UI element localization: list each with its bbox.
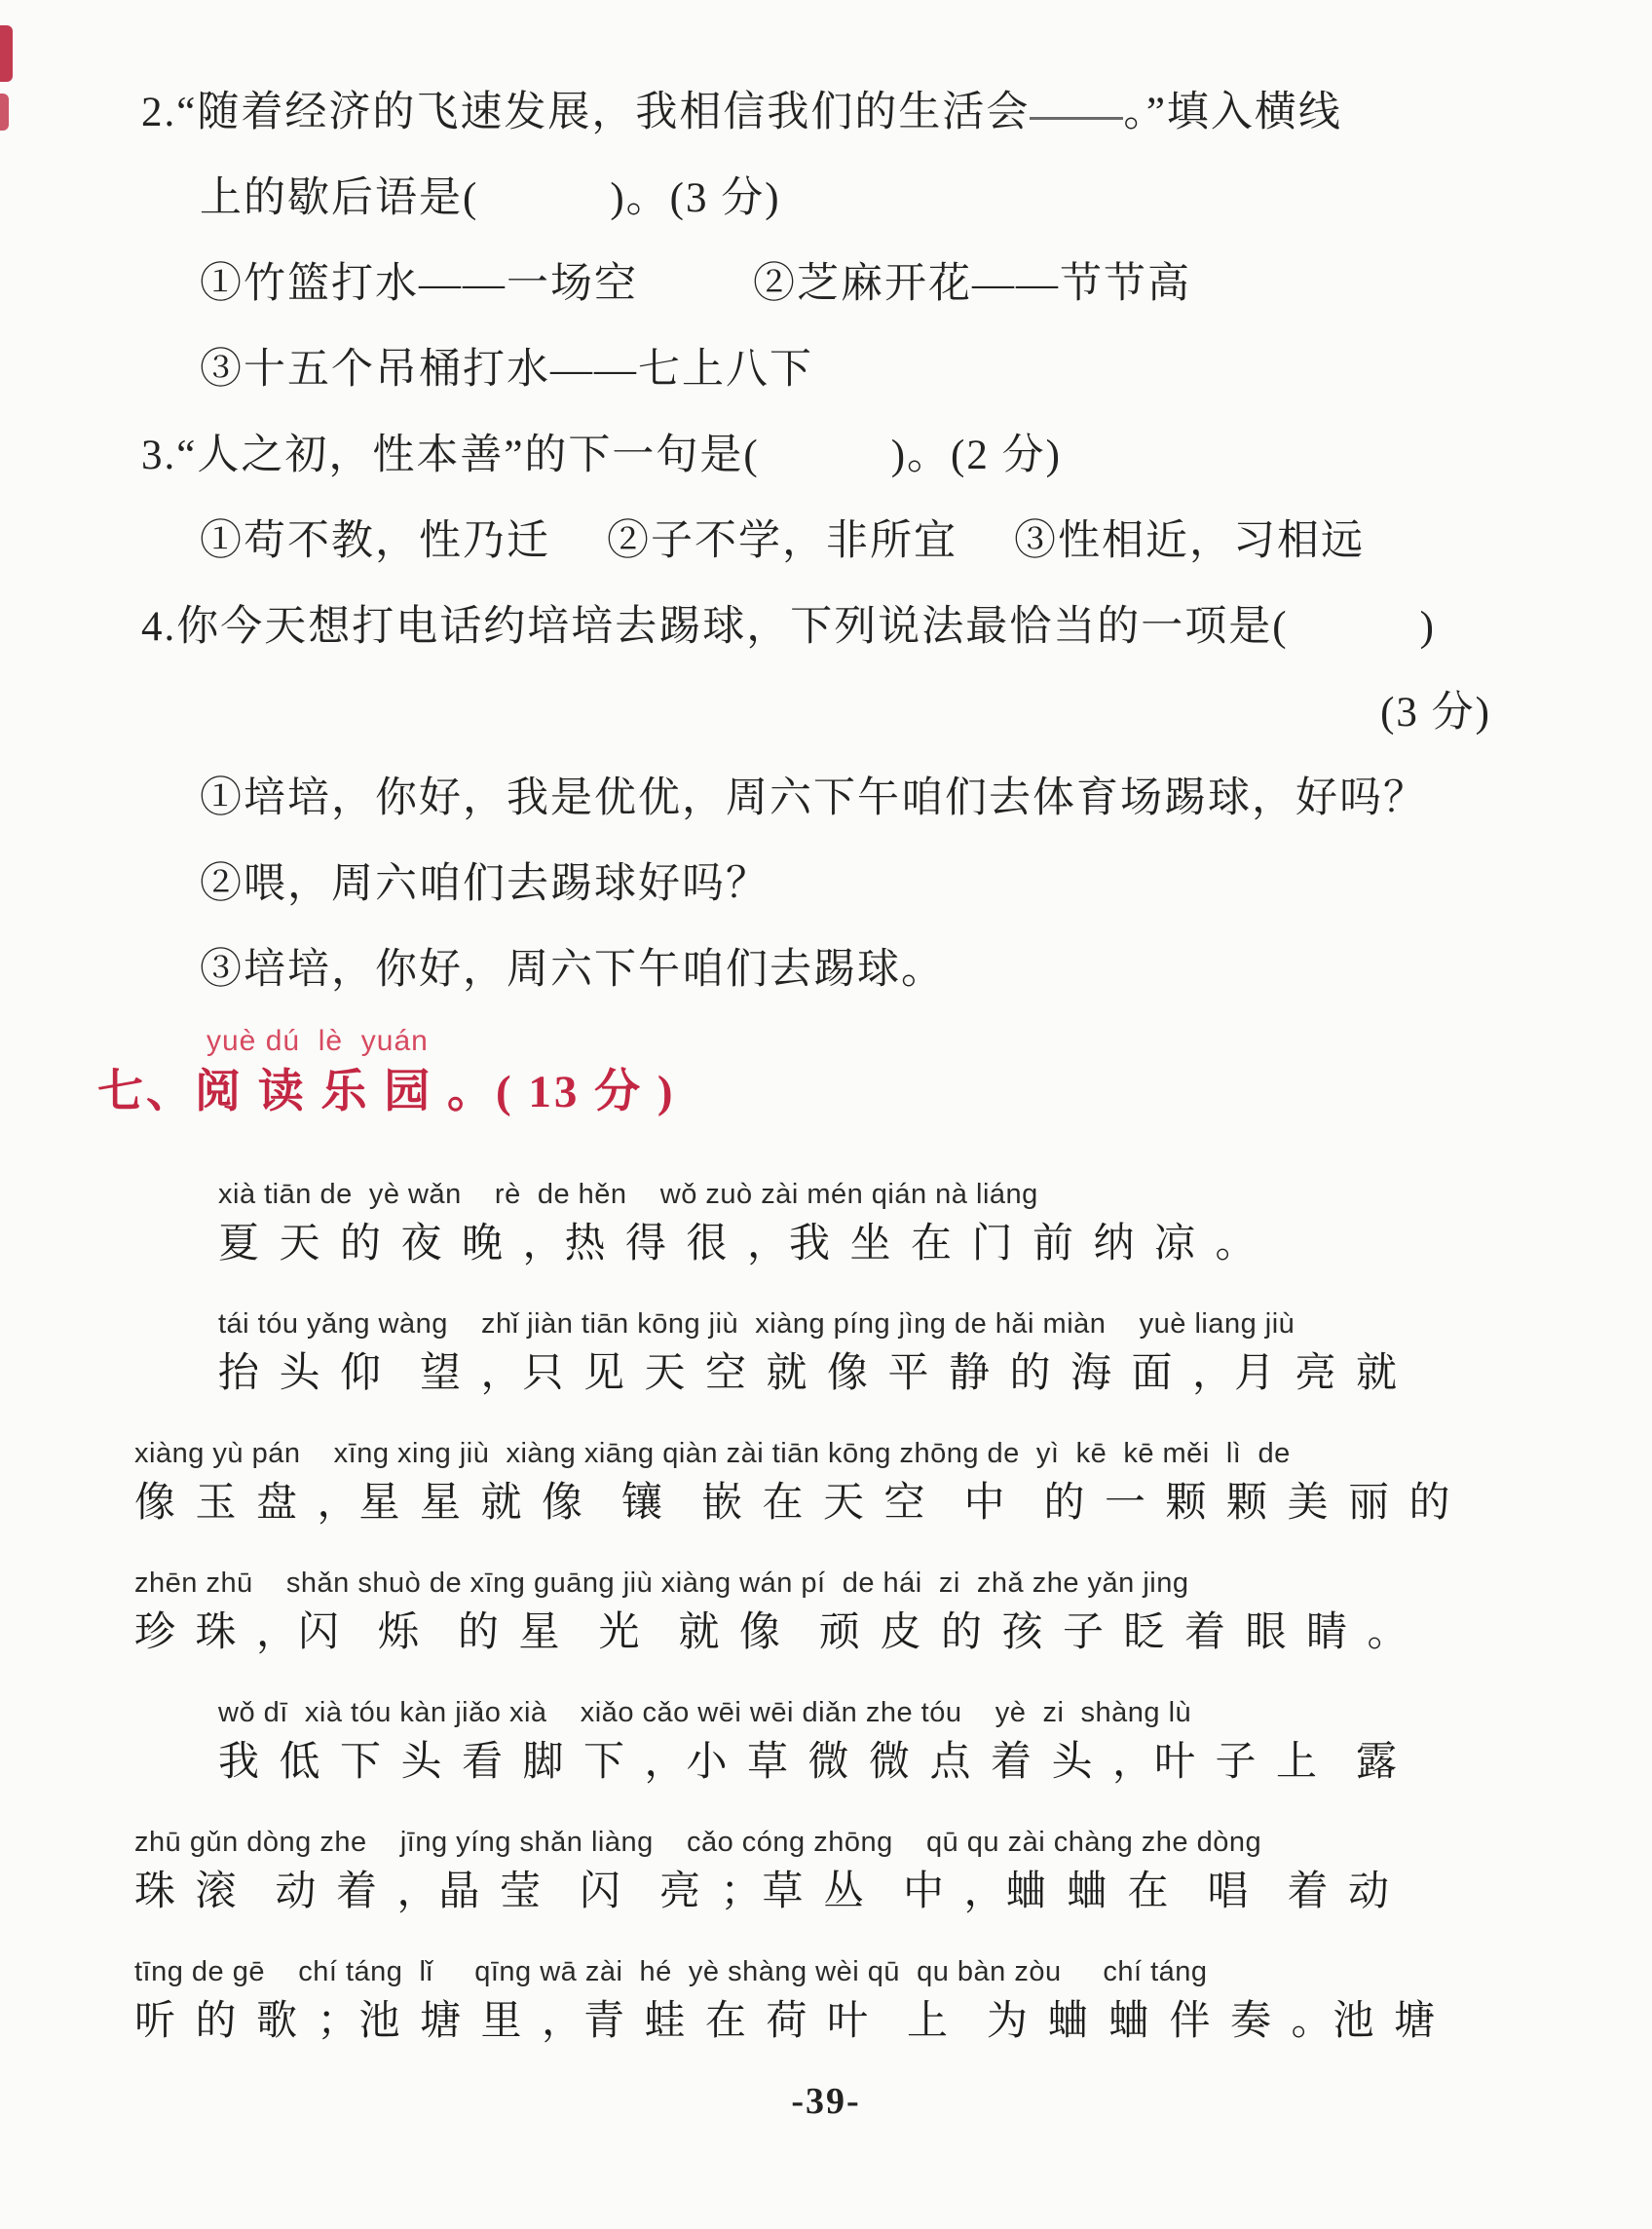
passage-line-6: [134, 1821, 1527, 1920]
question-4-stem: 4.你今天想打电话约培培去踢球，下列说法最恰当的一项是( ): [141, 604, 1436, 650]
q4-option-1: ①培培，你好，我是优优，周六下午咱们去体育场踢球，好吗？: [200, 775, 1427, 821]
reading-passage: [134, 1173, 1527, 2050]
q2-option-2: ②芝麻开花——节节高: [753, 261, 1191, 307]
question-2-options-row-1: [200, 242, 1525, 327]
q4-option-3: ③培培，你好，周六下午咱们去踢球。: [200, 947, 945, 993]
question-3-stem: 3.“人之初，性本善”的下一句是( )。(2 分): [141, 433, 1062, 478]
scan-mark: [0, 25, 13, 82]
passage-line-1: [218, 1173, 1527, 1272]
question-3-options-row: [200, 499, 1525, 585]
question-2-stem-line-2: 上的歇后语是( )。(3 分): [200, 175, 781, 221]
q3-option-2: ②子不学，非所宜: [607, 518, 957, 564]
scan-mark: [0, 94, 9, 131]
question-4-score: (3 分): [1380, 690, 1491, 736]
passage-line-5: [218, 1691, 1527, 1791]
page-number: -39-: [791, 2081, 861, 2122]
answer-blank: [1030, 107, 1123, 120]
passage-line-2: [218, 1303, 1527, 1402]
passage-line-5-hanzi: 我 低 下 头 看 脚 下 ，小 草 微 微 点 着 头 ，叶 子 上 露: [218, 1740, 1399, 1785]
q3-option-3: ③性相近，习相远: [1014, 518, 1365, 564]
passage-line-4-hanzi: 珍 珠 ，闪 烁 的 星 光 就 像 顽 皮 的 孩 子 眨 着 眼 睛 。: [134, 1610, 1409, 1655]
passage-line-5-pinyin: wǒ dī xià tóu kàn jiǎo xià xiǎo cǎo wēi wēi diǎn zhe tóu yè zi shàng lù: [218, 1697, 1192, 1728]
section-7-title: 七、阅 读 乐 园 。( 13 分 ): [97, 1067, 676, 1117]
passage-line-3: [134, 1432, 1527, 1531]
passage-line-4-pinyin: zhēn zhū shǎn shuò de xīng guāng jiù xiàng wán pí de hái zi zhǎ zhe yǎn jing: [134, 1568, 1189, 1599]
q3-option-1: ①苟不教，性乃迁: [200, 518, 550, 564]
q2-stem-tail: 。”填入横线: [1123, 90, 1342, 135]
section-7-header: [97, 1021, 1652, 1122]
passage-line-1-hanzi: 夏 天 的 夜 晚 ，热 得 很 ，我 坐 在 门 前 纳 凉 。: [218, 1222, 1258, 1266]
passage-line-3-hanzi: 像 玉 盘 ，星 星 就 像 镶 嵌 在 天 空 中 的 一 颗 颗 美 丽 的: [134, 1481, 1451, 1526]
section-7-pinyin: yuè dú lè yuán: [206, 1025, 429, 1057]
passage-line-7-pinyin: tīng de gē chí táng lǐ qīng wā zài hé yè shàng wèi qū qu bàn zòu chí táng: [134, 1956, 1208, 1987]
passage-line-3-pinyin: xiàng yù pán xīng xing jiù xiàng xiāng qiàn zài tiān kōng zhōng de yì kē kē měi lì de: [134, 1438, 1291, 1469]
passage-line-2-hanzi: 抬 头 仰 望 ，只 见 天 空 就 像 平 静 的 海 面 ，月 亮 就: [218, 1351, 1399, 1396]
passage-line-7: [134, 1950, 1527, 2050]
question-2-stem-line-1: [141, 70, 1525, 156]
q2-stem-text: 2.“随着经济的飞速发展，我相信我们的生活会: [141, 90, 1031, 135]
passage-line-7-hanzi: 听 的 歌 ；池 塘 里 ，青 蛙 在 荷 叶 上 为 蛐 蛐 伴 奏 。池 塘: [134, 1999, 1437, 2044]
q2-option-1: ①竹篮打水——一场空: [200, 261, 638, 307]
q2-option-3: ③十五个吊桶打水——七上八下: [200, 347, 813, 393]
passage-line-6-hanzi: 珠 滚 动 着 ，晶 莹 闪 亮 ；草 丛 中 ，蛐 蛐 在 唱 着 动: [134, 1870, 1391, 1914]
passage-line-6-pinyin: zhū gǔn dòng zhe jīng yíng shǎn liàng cǎo cóng zhōng qū qu zài chàng zhe dòng: [134, 1827, 1262, 1858]
passage-line-4: [134, 1562, 1527, 1661]
q4-option-2: ②喂，周六咱们去踢球好吗？: [200, 861, 770, 907]
passage-line-2-pinyin: tái tóu yǎng wàng zhǐ jiàn tiān kōng jiù xiàng píng jìng de hǎi miàn yuè liang jiù: [218, 1308, 1295, 1340]
passage-line-1-pinyin: xià tiān de yè wǎn rè de hěn wǒ zuò zài mén qián nà liáng: [218, 1179, 1038, 1210]
